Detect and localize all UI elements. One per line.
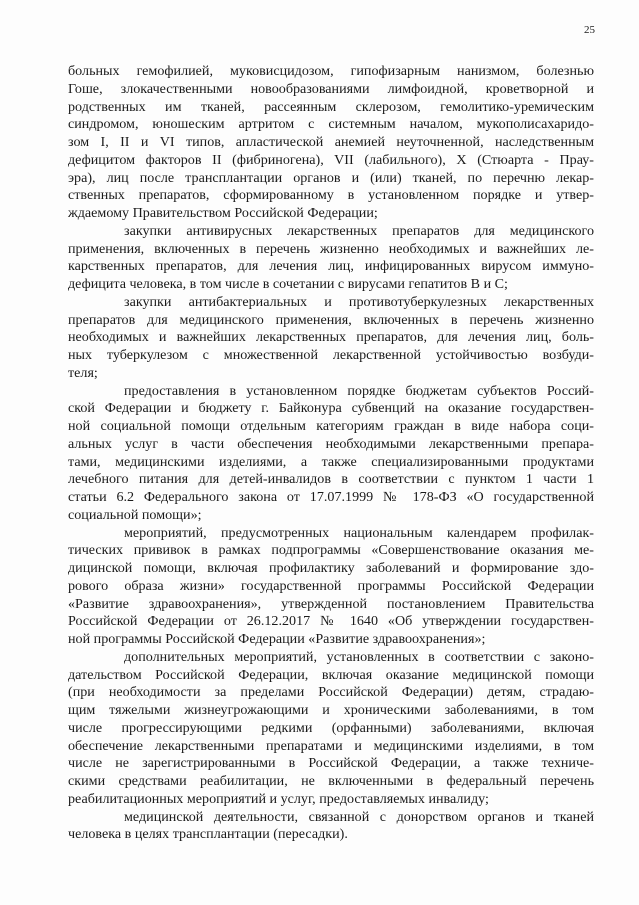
text-line: тических прививок в рамках подпрограммы «Совершенствование оказания ме- xyxy=(68,542,594,559)
text-line: применения, включенных в перечень жизненно необходимых и важнейших ле- xyxy=(68,240,594,257)
page-number: 25 xyxy=(584,24,595,36)
text-line: дицинской помощи, включая профилактику заболеваний и формирование здо- xyxy=(68,560,594,576)
text-line: синдромом, юношеским артритом с системным началом, мукополисахаридо- xyxy=(68,116,594,133)
text-line: ской Федерации и бюджету г. Байконура субвенций на оказание государствен- xyxy=(68,400,594,417)
text-line: числе прогрессирующими редкими (орфанными) заболеваниями, включая xyxy=(68,719,594,736)
text-line: дефицитом факторов II (фибриногена), VII (лабильного), X (Стюарта - Прау- xyxy=(68,151,594,168)
text-line: ных туберкулезом с множественной лекарственной устойчивостью возбуди- xyxy=(68,347,594,363)
text-line: альных услуг в части обеспечения необходимыми лекарственными препара- xyxy=(68,435,594,452)
text-line: Гоше, злокачественными новообразованиями лимфоидной, кроветворной и xyxy=(68,80,594,97)
text-line: щим тяжелыми жизнеугрожающими и хроническими заболеваниями, в том xyxy=(68,702,594,718)
text-line: предоставления в установленном порядке бюджетам субъектов Россий- xyxy=(124,382,594,399)
document-body xyxy=(68,63,594,844)
text-line: карственных препаратов, для лечения лиц, инфицированных вирусом иммуно- xyxy=(68,258,594,275)
text-line: ной социальной помощи отдельным категориям граждан в виде набора соци- xyxy=(68,418,594,434)
text-line: больных гемофилией, муковисцидозом, гипофизарным нанизмом, болезнью xyxy=(68,63,594,79)
text-line: медицинской деятельности, связанной с донорством органов и тканей xyxy=(124,808,594,825)
text-line: ждаемому Правительством Российской Федерации; xyxy=(68,205,378,221)
text-line: реабилитационных мероприятий и услуг, предоставляемых инвалиду; xyxy=(68,790,489,807)
text-line: эра), лиц после трансплантации органов и (или) тканей, по перечню лекар- xyxy=(68,169,594,186)
text-line: мероприятий, предусмотренных национальным календарем профилак- xyxy=(124,524,594,541)
text-line: закупки антибактериальных и противотуберкулезных лекарственных xyxy=(124,293,594,310)
text-line: ной программы Российской Федерации «Развитие здравоохранения»; xyxy=(68,631,486,647)
text-line: человека в целях трансплантации (пересадки). xyxy=(68,826,348,843)
text-line: «Развитие здравоохранения», утвержденной постановлением Правительства xyxy=(68,595,594,612)
text-line: тами, медицинскими изделиями, а также специализированными продуктами xyxy=(68,453,594,470)
text-line: дательством Российской Федерации, включая оказание медицинской помощи xyxy=(68,666,594,683)
text-line: теля; xyxy=(68,364,98,381)
text-line: родственных им тканей, рассеянным склерозом, гемолитико-уремическим xyxy=(68,98,594,115)
text-line: социальной помощи»; xyxy=(68,506,202,523)
text-line: необходимых и важнейших лекарственных препаратов, для лечения лиц, боль- xyxy=(68,329,594,346)
text-line: зом I, II и VI типов, апластической анемией неуточненной, наследственным xyxy=(68,134,594,150)
text-line: скими средствами реабилитации, не включенными в федеральный перечень xyxy=(68,773,594,789)
text-line: препаратов для медицинского применения, включенных в перечень жизненно xyxy=(68,311,594,328)
text-line: статьи 6.2 Федерального закона от 17.07.1999 № 178-ФЗ «О государственной xyxy=(68,489,594,505)
text-line: дополнительных мероприятий, установленных в соответствии с законо- xyxy=(124,648,594,665)
text-line: обеспечение лекарственными препаратами и медицинскими изделиями, в том xyxy=(68,737,594,754)
text-line: числе не зарегистрированными в Российской Федерации, а также техниче- xyxy=(68,755,594,772)
text-line: закупки антивирусных лекарственных препаратов для медицинского xyxy=(124,222,594,239)
text-line: (при необходимости за пределами Российской Федерации) детям, страдаю- xyxy=(68,684,594,701)
text-line: лечебного питания для детей-инвалидов в соответствии с пунктом 1 части 1 xyxy=(68,471,594,488)
text-line: Российской Федерации от 26.12.2017 № 1640 «Об утверждении государствен- xyxy=(68,613,594,630)
text-line: ственных препаратов, сформированному в установленном порядке и утвер- xyxy=(68,187,594,204)
text-line: рового образа жизни» государственной программы Российской Федерации xyxy=(68,577,594,594)
text-line: дефицита человека, в том числе в сочетании с вирусами гепатитов B и C; xyxy=(68,276,508,292)
